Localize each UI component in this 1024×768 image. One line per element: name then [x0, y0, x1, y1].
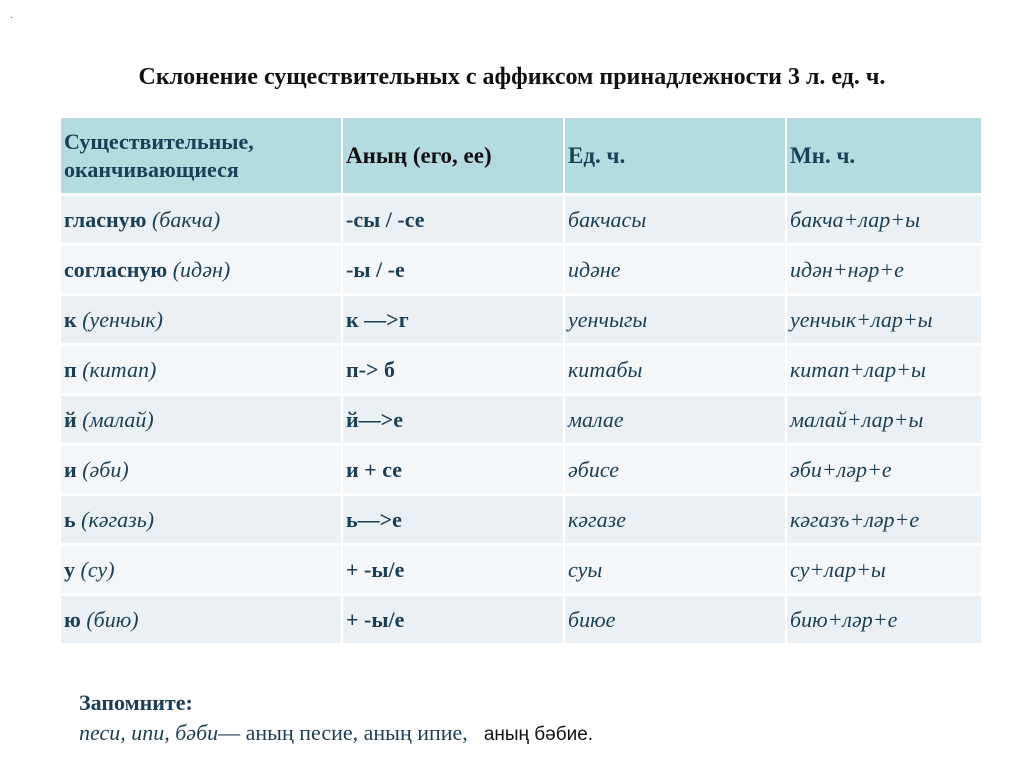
cell-plural: бакча+лар+ы — [786, 195, 982, 245]
cell-affix: + -ы/е — [342, 545, 564, 595]
header-plural: Мн. ч. — [786, 118, 982, 195]
cell-affix: + -ы/е — [342, 595, 564, 645]
cell-plural: уенчык+лар+ы — [786, 295, 982, 345]
header-noun: Существительные, оканчивающиеся — [60, 118, 342, 195]
note-examples: песи, ипи, бәби — [79, 720, 219, 745]
cell-plural: бию+ләр+е — [786, 595, 982, 645]
note-title: Запомните: — [79, 690, 193, 715]
cell-ending — [60, 245, 342, 295]
ending-example: (бакча) — [151, 206, 221, 232]
table-header-row — [60, 118, 982, 195]
cell-affix: ь—>е — [342, 495, 564, 545]
cell-plural: малай+лар+ы — [786, 395, 982, 445]
ending-text: согласную — [64, 256, 168, 282]
cell-affix: -сы / -се — [342, 195, 564, 245]
ending-example: (бию) — [86, 606, 139, 632]
cell-affix: и + се — [342, 445, 564, 495]
ending-example: (китап) — [82, 356, 157, 382]
table-row — [60, 595, 982, 645]
cell-singular: биюе — [564, 595, 786, 645]
cell-ending — [60, 595, 342, 645]
cell-affix: к —>г — [342, 295, 564, 345]
slide-dot: . — [10, 10, 13, 21]
cell-singular: суы — [564, 545, 786, 595]
ending-example: (уенчык) — [82, 306, 163, 332]
ending-example: (әби) — [82, 456, 129, 482]
cell-ending — [60, 395, 342, 445]
table-row — [60, 445, 982, 495]
header-anyn: Аның (его, ее) — [342, 118, 564, 195]
cell-plural: су+лар+ы — [786, 545, 982, 595]
table-row — [60, 195, 982, 245]
ending-text: ь — [64, 506, 76, 532]
ending-example: (идән) — [172, 256, 231, 282]
table-row — [60, 495, 982, 545]
cell-plural: китап+лар+ы — [786, 345, 982, 395]
cell-singular: әбисе — [564, 445, 786, 495]
cell-singular: уенчыгы — [564, 295, 786, 345]
cell-ending — [60, 495, 342, 545]
table-row — [60, 295, 982, 345]
ending-text: у — [64, 556, 75, 582]
note-rest: — аның песие, аның ипие, — [218, 720, 468, 745]
cell-singular: китабы — [564, 345, 786, 395]
ending-text: гласную — [64, 206, 147, 232]
note-line — [79, 718, 593, 750]
cell-singular: малае — [564, 395, 786, 445]
ending-text: к — [64, 306, 77, 332]
declension-table — [59, 118, 983, 646]
table-row — [60, 395, 982, 445]
cell-ending — [60, 345, 342, 395]
ending-example: (су) — [80, 556, 115, 582]
remember-note — [79, 688, 593, 750]
ending-text: й — [64, 406, 77, 432]
table-row — [60, 545, 982, 595]
cell-singular: идәне — [564, 245, 786, 295]
table-row — [60, 245, 982, 295]
ending-text: ю — [64, 606, 81, 632]
ending-text: п — [64, 356, 77, 382]
cell-plural: әби+ләр+е — [786, 445, 982, 495]
cell-ending — [60, 545, 342, 595]
cell-affix: -ы / -е — [342, 245, 564, 295]
ending-example: (кәгазь) — [81, 506, 155, 532]
ending-text: и — [64, 456, 77, 482]
cell-ending — [60, 295, 342, 345]
cell-plural: идән+нәр+е — [786, 245, 982, 295]
table-row — [60, 345, 982, 395]
note-tail: аның бәбие. — [483, 724, 594, 745]
cell-singular: бакчасы — [564, 195, 786, 245]
slide-title: Склонение существительных с аффиксом принадлежности 3 л. ед. ч. — [138, 64, 886, 90]
cell-affix: й—>е — [342, 395, 564, 445]
ending-example: (малай) — [82, 406, 154, 432]
cell-plural: кәгазъ+ләр+е — [786, 495, 982, 545]
cell-ending — [60, 195, 342, 245]
cell-ending — [60, 445, 342, 495]
header-singular: Ед. ч. — [564, 118, 786, 195]
cell-singular: кәгазе — [564, 495, 786, 545]
cell-affix: п-> б — [342, 345, 564, 395]
